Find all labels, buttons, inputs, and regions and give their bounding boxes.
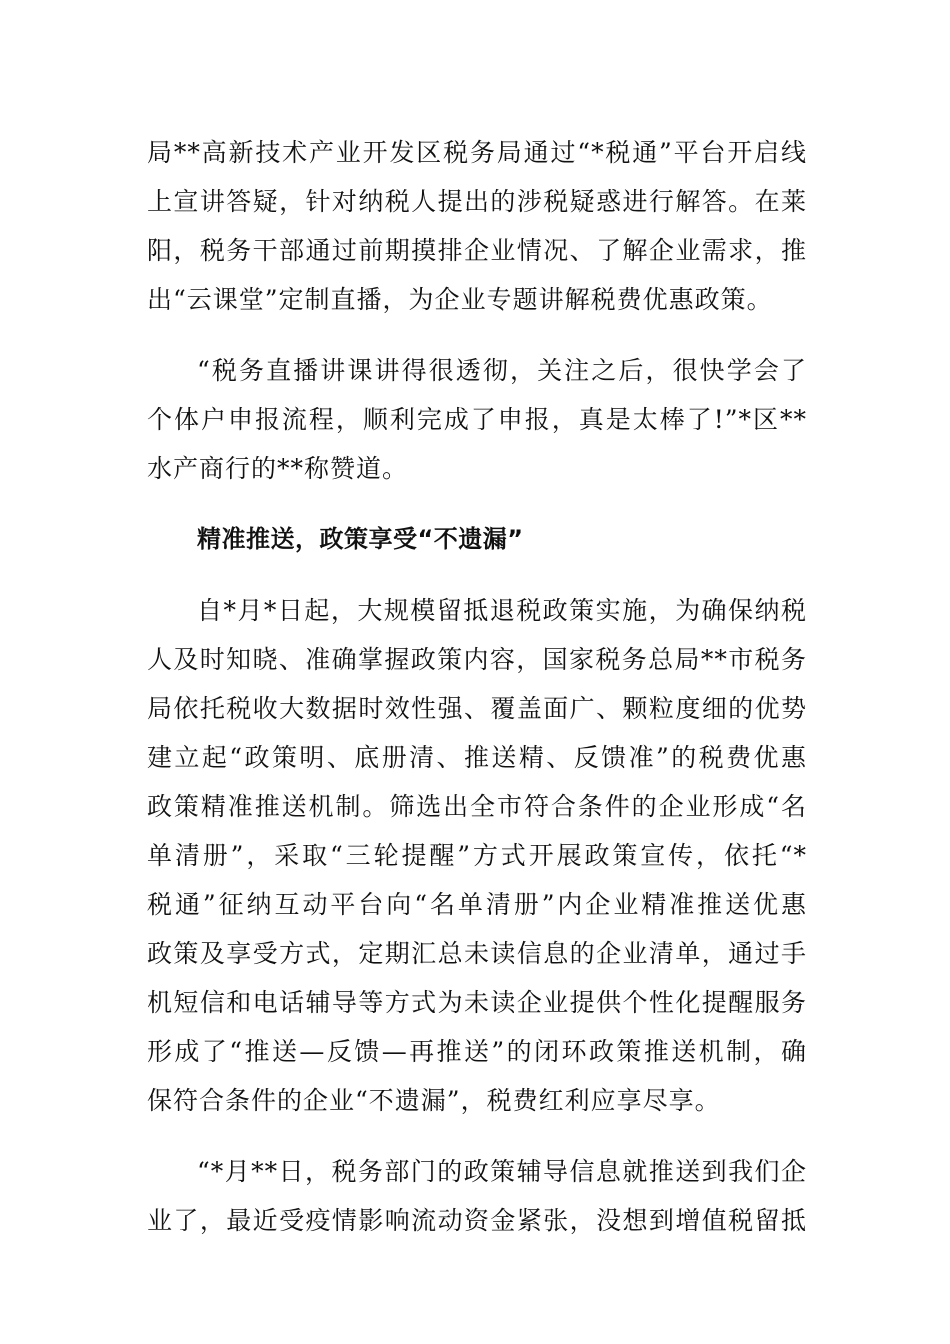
text-line: 保符合条件的企业“不遗漏”，税费红利应享尽享。 — [147, 1086, 721, 1115]
paragraph-4 — [147, 1147, 807, 1245]
text-line: 局**高新技术产业开发区税务局通过“*税通”平台开启线 — [147, 138, 807, 167]
text-line: 政策及享受方式，定期汇总未读信息的企业清单，通过手 — [147, 939, 807, 968]
document-body — [147, 128, 807, 1245]
paragraph-gap — [147, 1125, 807, 1147]
text-line: 形成了“推送—反馈—再推送”的闭环政策推送机制，确 — [147, 1037, 807, 1066]
text-line: “税务直播讲课讲得很透彻，关注之后，很快学会了 — [197, 356, 807, 385]
paragraph-gap — [147, 564, 807, 586]
text-line: 水产商行的**称赞道。 — [147, 454, 409, 483]
text-line: “*月**日，税务部门的政策辅导信息就推送到我们企 — [197, 1157, 807, 1186]
text-line: 单清册”，采取“三轮提醒”方式开展政策宣传，依托“* — [147, 841, 807, 870]
paragraph-3 — [147, 586, 807, 1125]
section-heading: 精准推送，政策享受“不遗漏” — [197, 525, 524, 553]
text-line: 建立起“政策明、底册清、推送精、反馈准”的税费优惠 — [147, 743, 807, 772]
text-line: 阳，税务干部通过前期摸排企业情况、了解企业需求，推 — [147, 236, 807, 265]
paragraph-gap — [147, 493, 807, 515]
text-line: 出“云课堂”定制直播，为企业专题讲解税费优惠政策。 — [147, 285, 773, 314]
text-line: 税通”征纳互动平台向“名单清册”内企业精准推送优惠 — [147, 890, 807, 919]
text-line: 上宣讲答疑，针对纳税人提出的涉税疑惑进行解答。在莱 — [147, 187, 807, 216]
text-line: 个体户申报流程，顺利完成了申报，真是太棒了!”*区** — [147, 405, 807, 434]
paragraph-2 — [147, 346, 807, 493]
text-line: 人及时知晓、准确掌握政策内容，国家税务总局**市税务 — [147, 645, 807, 674]
text-line: 政策精准推送机制。筛选出全市符合条件的企业形成“名 — [147, 792, 807, 821]
text-line: 机短信和电话辅导等方式为未读企业提供个性化提醒服务 — [147, 988, 807, 1017]
text-line: 局依托税收大数据时效性强、覆盖面广、颗粒度细的优势 — [147, 694, 807, 723]
paragraph-gap — [147, 324, 807, 346]
text-line: 自*月*日起，大规模留抵退税政策实施，为确保纳税 — [197, 596, 807, 625]
text-line: 业了，最近受疫情影响流动资金紧张，没想到增值税留抵 — [147, 1206, 807, 1235]
paragraph-1 — [147, 128, 807, 324]
